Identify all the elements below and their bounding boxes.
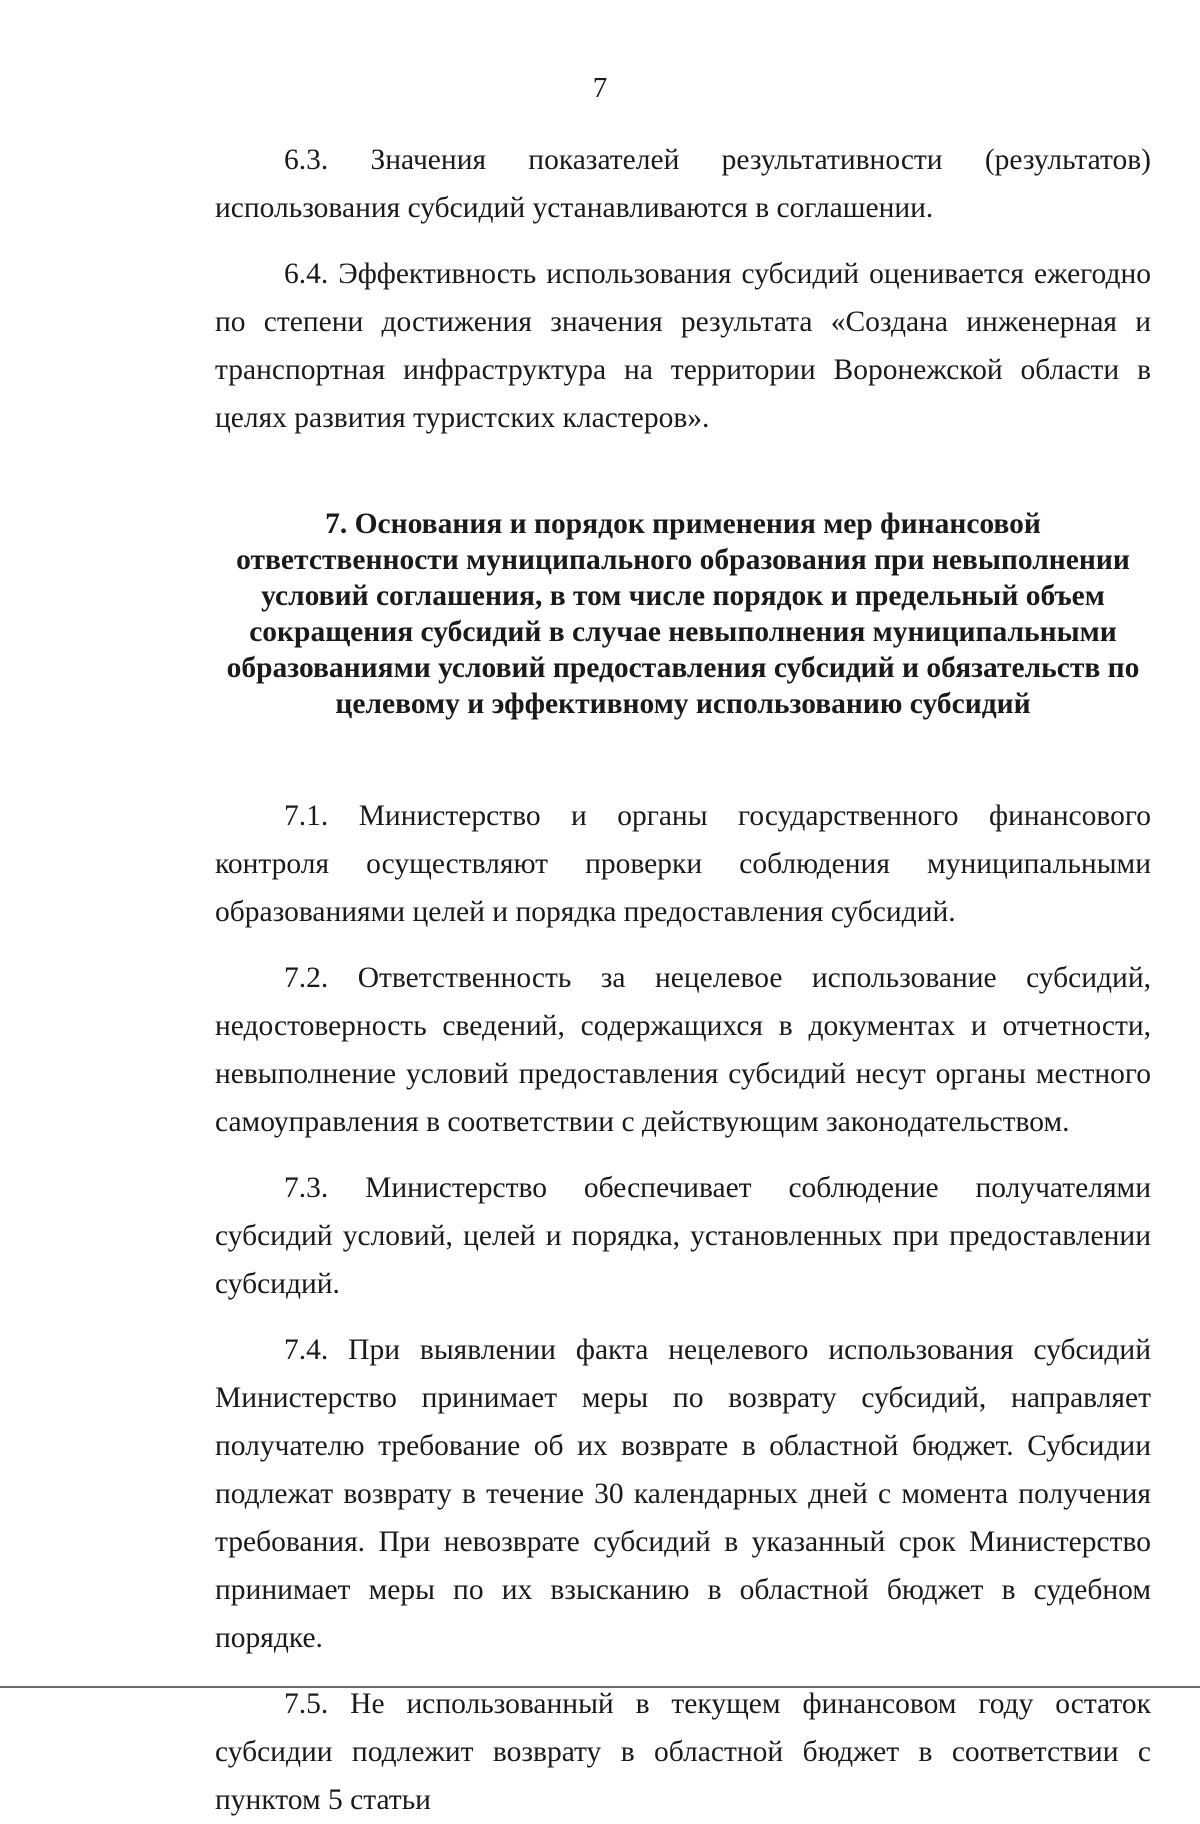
document-body — [215, 136, 1151, 1824]
paragraph-7-4: 7.4. При выявлении факта нецелевого использования субсидий Министерство принимает меры по возврату субсидий, направляет получателю требование об их возврате в областной бюджет. Субсидии подлежат возврату в течение 30 календарных дней с момента получения требования. При невозврате субсидий в указанный срок Министерство принимает меры по их взысканию в областной бюджет в судебном порядке. — [215, 1334, 1151, 1654]
paragraph-6-4: 6.4. Эффективность использования субсидий оценивается ежегодно по степени достижения значения результата «Создана инженерная и транспортная инфраструктура на территории Воронежской области в целях развития туристских кластеров». — [215, 258, 1151, 434]
paragraph-7-2: 7.2. Ответственность за нецелевое использование субсидий, недостоверность сведений, содержащихся в документах и отчетности, невыполнение условий предоставления субсидий несут органы местного самоуправления в соответствии с действующим законодательством. — [215, 962, 1151, 1138]
paragraph-7-3: 7.3. Министерство обеспечивает соблюдение получателями субсидий условий, целей и порядка, установленных при предоставлении субсидий. — [215, 1172, 1151, 1300]
paragraph-6-3: 6.3. Значения показателей результативности (результатов) использования субсидий устанавливаются в соглашении. — [215, 144, 1151, 224]
page-number: 7 — [592, 72, 608, 104]
paragraph-7-5: 7.5. Не использованный в текущем финансовом году остаток субсидии подлежит возврату в областной бюджет в соответствии с пунктом 5 статьи — [215, 1688, 1151, 1816]
paragraph-7-1: 7.1. Министерство и органы государственного финансового контроля осуществляют проверки соблюдения муниципальными образованиями целей и порядка предоставления субсидий. — [215, 800, 1151, 928]
section-7-heading: 7. Основания и порядок применения мер финансовой ответственности муниципального образования при невыполнении условий соглашения, в том числе порядок и предельный объем сокращения субсидий в случае невыполнения муниципальными образованиями условий предоставления субсидий и обязательств по целевому и эффективному использованию субсидий — [226, 508, 1140, 720]
scan-edge-line — [0, 1686, 1200, 1688]
